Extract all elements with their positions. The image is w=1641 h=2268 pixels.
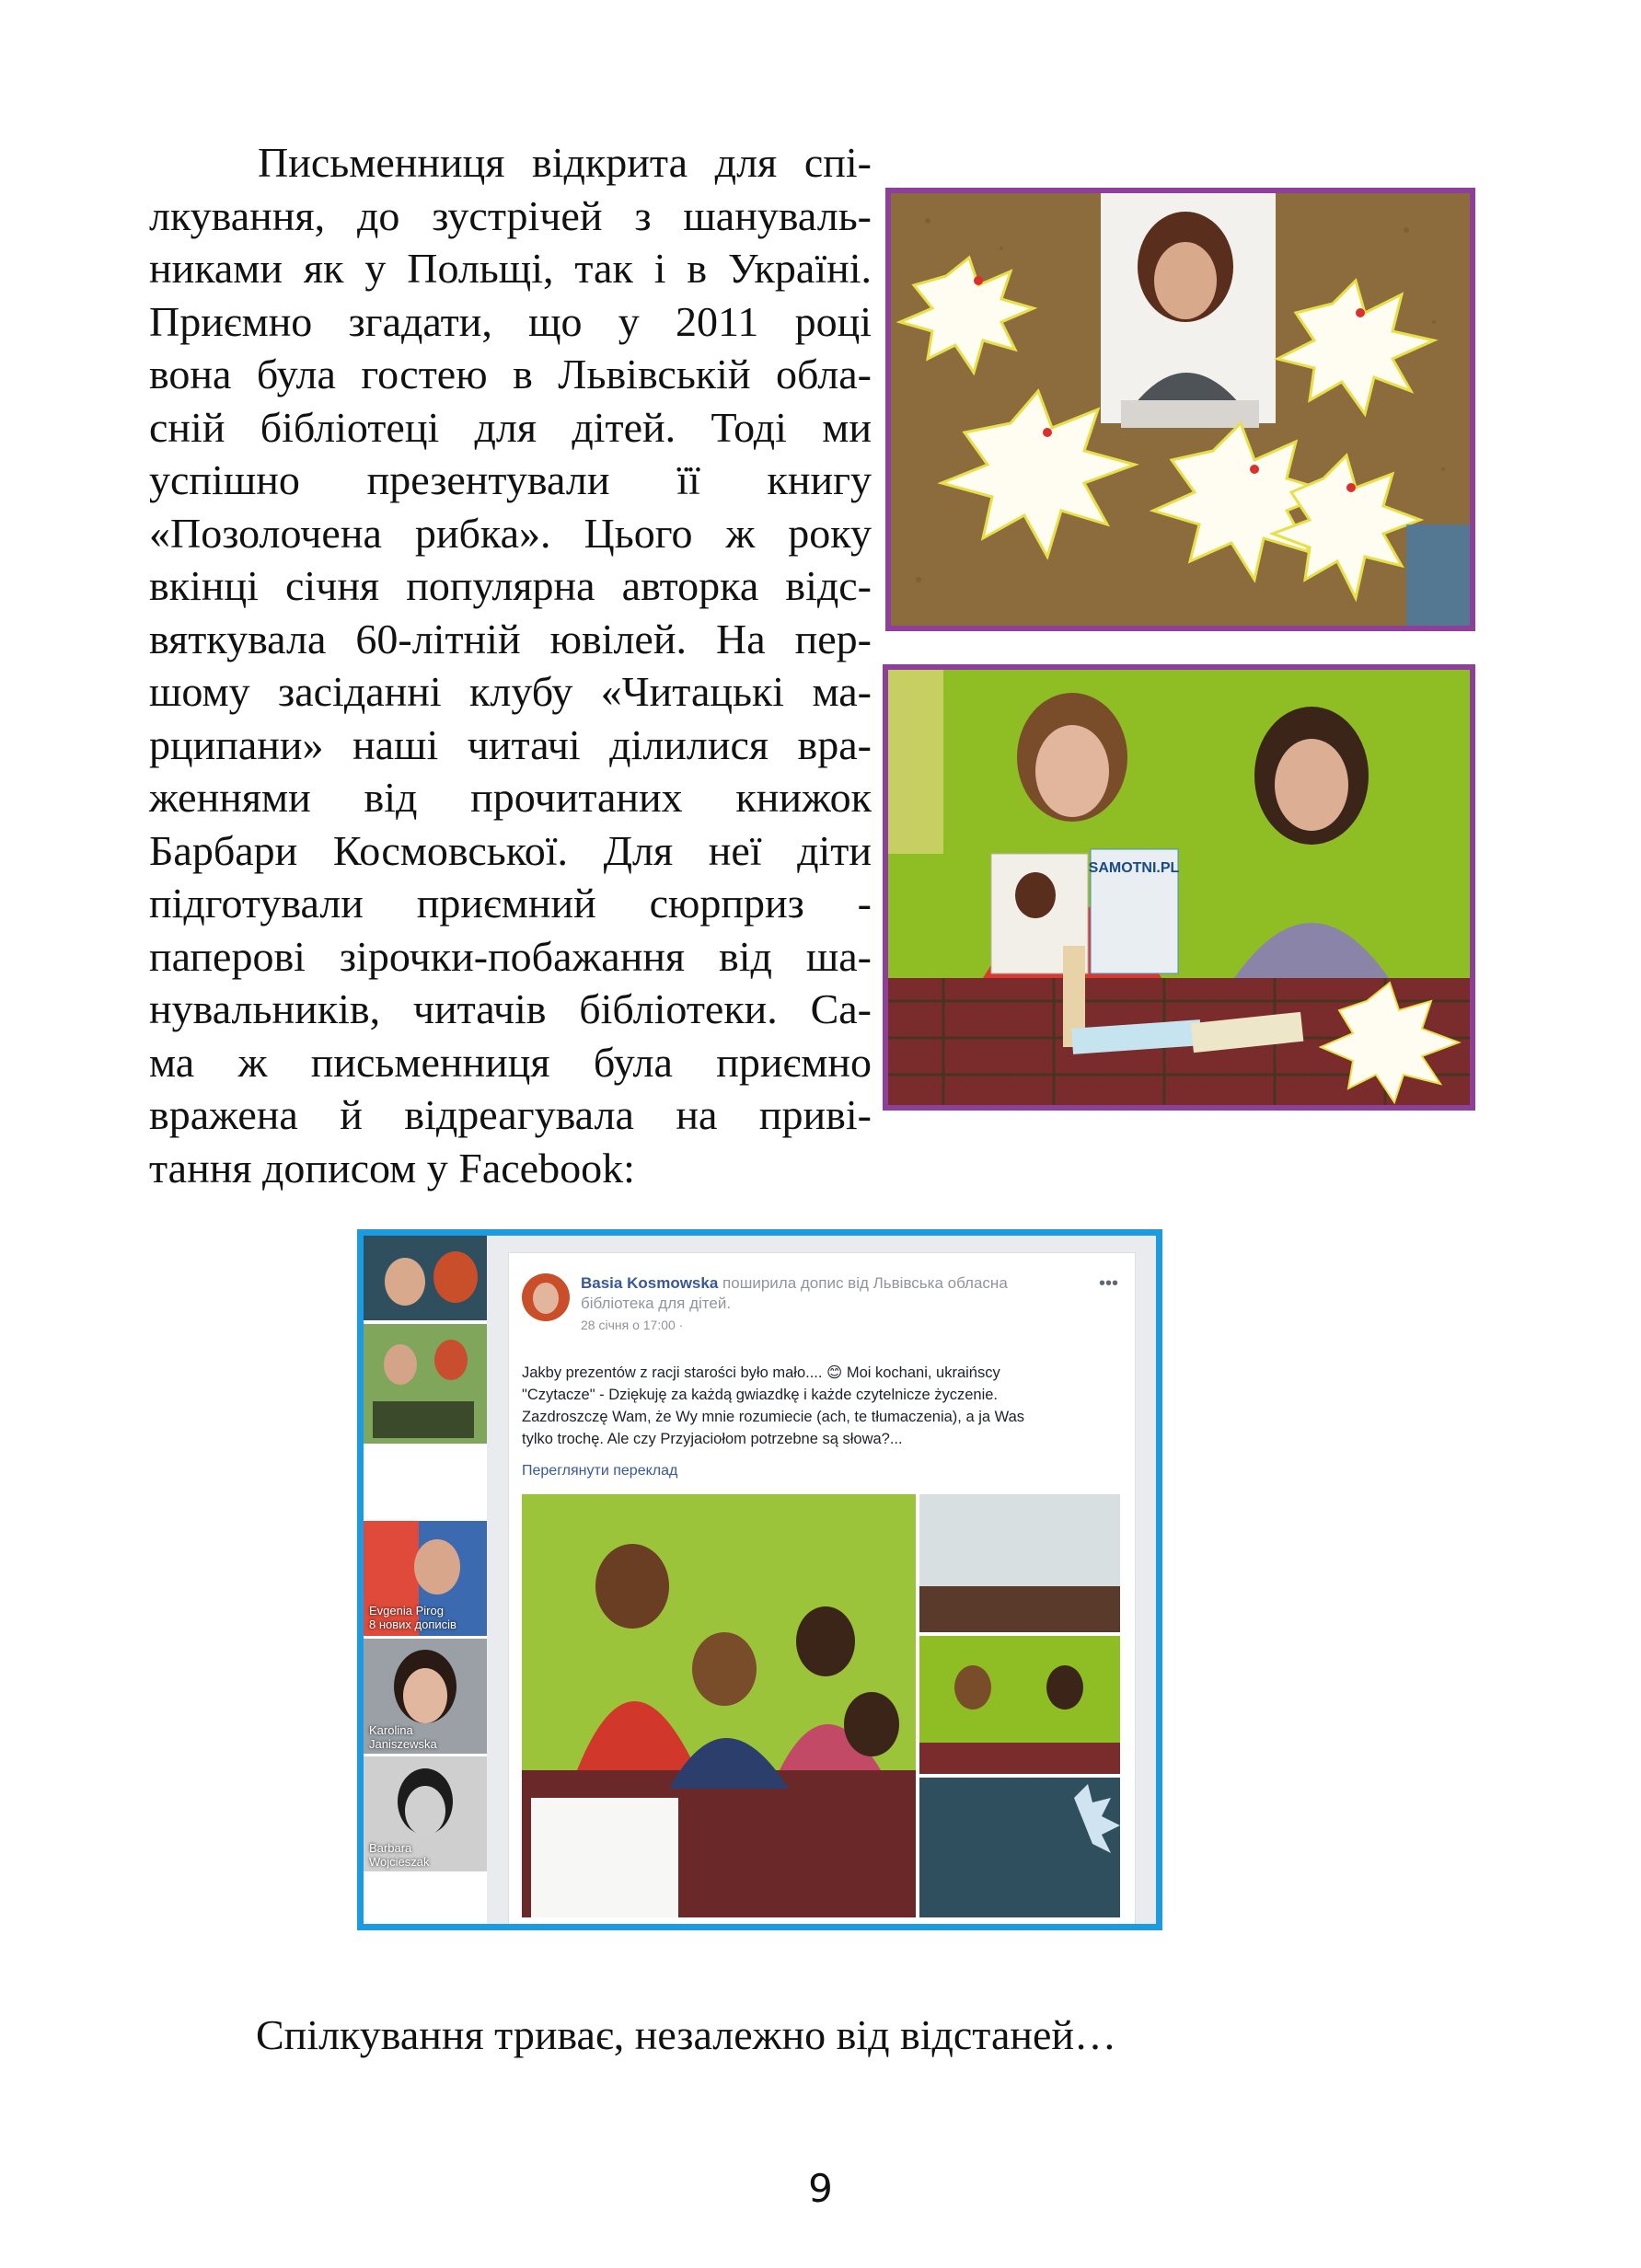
- fb-sidebar: [364, 1236, 487, 1924]
- text-line: рципани» наші читачі ділилися вра-: [149, 720, 872, 768]
- text-line: Барбари Космовської. Для неї діти: [149, 826, 872, 874]
- shared-text-2: бібліотека для дітей.: [581, 1295, 732, 1312]
- text-line: шому засіданні клубу «Читацькі ма-: [149, 668, 872, 715]
- fb-post-card: [508, 1252, 1136, 1926]
- page-number: 9: [808, 2166, 833, 2211]
- text-line: успішно презентували її книгу: [149, 456, 872, 503]
- photo-girls-books-illustration: [888, 670, 1470, 1105]
- sidebar-contact-3[interactable]: Barbara Wojcieszak: [369, 1841, 430, 1869]
- facebook-post-screenshot: [357, 1229, 1162, 1930]
- body-paragraph: [149, 136, 872, 1194]
- text-line: никами як у Польщі, так і в Україні.: [149, 245, 872, 292]
- fb-sidebar-photos: [364, 1236, 487, 1924]
- post-timestamp[interactable]: 28 січня о 17:00 ·: [581, 1318, 684, 1332]
- text-line: вона була гостею в Львівській обла-: [149, 351, 872, 397]
- translate-link[interactable]: Переглянути переклад: [522, 1463, 678, 1479]
- text-line: лкування, до зустрічей з шануваль-: [149, 191, 872, 239]
- sidebar-contact-1[interactable]: Evgenia Pirog 8 нових дописів: [369, 1604, 456, 1631]
- author-avatar[interactable]: [522, 1273, 570, 1321]
- text-line: Письменниця відкрита для спі-: [258, 139, 872, 186]
- shared-text: поширила допис від Львівська обласна: [722, 1274, 1008, 1292]
- photo-writer-stars-illustration: [891, 193, 1470, 626]
- post-body: Jakby prezentów z racji starości było mało.... 😊 Moi kochani, ukraińscy "Czytacze" - Dziękuję za każdą gwiazdkę i każde czytelnicze życzenie. Zazdroszczę Wam, że Wy mnie rozumiecie (ach, te tłumaczenia), a ja Was tylko trochę. Ale czy Przyjaciołom potrzebne są słowa?...: [522, 1364, 1025, 1447]
- closing-line: Спілкування триває, незалежно від відстаней…: [256, 2011, 1117, 2058]
- text-line: вкінці січня популярна авторка відс-: [149, 562, 872, 609]
- photo-girls-books: [883, 664, 1475, 1111]
- post-author[interactable]: Basia Kosmowska: [581, 1274, 719, 1292]
- text-line: тання дописом у Facebook:: [149, 1144, 635, 1192]
- more-options-icon[interactable]: •••: [1098, 1273, 1118, 1294]
- text-line: Приємно згадати, що у 2011 році: [149, 297, 872, 345]
- photo-writer-stars: [885, 188, 1475, 631]
- text-line: «Позолочена рибка». Цього ж року: [149, 509, 872, 557]
- text-line: вражена й відреагувала на приві-: [149, 1091, 872, 1138]
- text-line: женнями від прочитаних книжок: [149, 774, 872, 821]
- book-title: SAMOTNI.PL: [1088, 860, 1180, 876]
- text-line: нувальників, читачів бібліотеки. Са-: [149, 985, 872, 1032]
- sidebar-contact-2[interactable]: Karolina Janiszewska: [369, 1723, 437, 1751]
- text-line: сній бібліотеці для дітей. Тоді ми: [149, 403, 872, 451]
- post-photo-collage[interactable]: [522, 1494, 1120, 1917]
- text-line: паперові зірочки-побажання від ша-: [149, 932, 872, 980]
- text-line: вяткувала 60-літній ювілей. На пер-: [149, 615, 872, 662]
- text-line: підготували приємний сюрприз -: [149, 880, 872, 927]
- text-line: ма ж письменниця була приємно: [149, 1038, 872, 1086]
